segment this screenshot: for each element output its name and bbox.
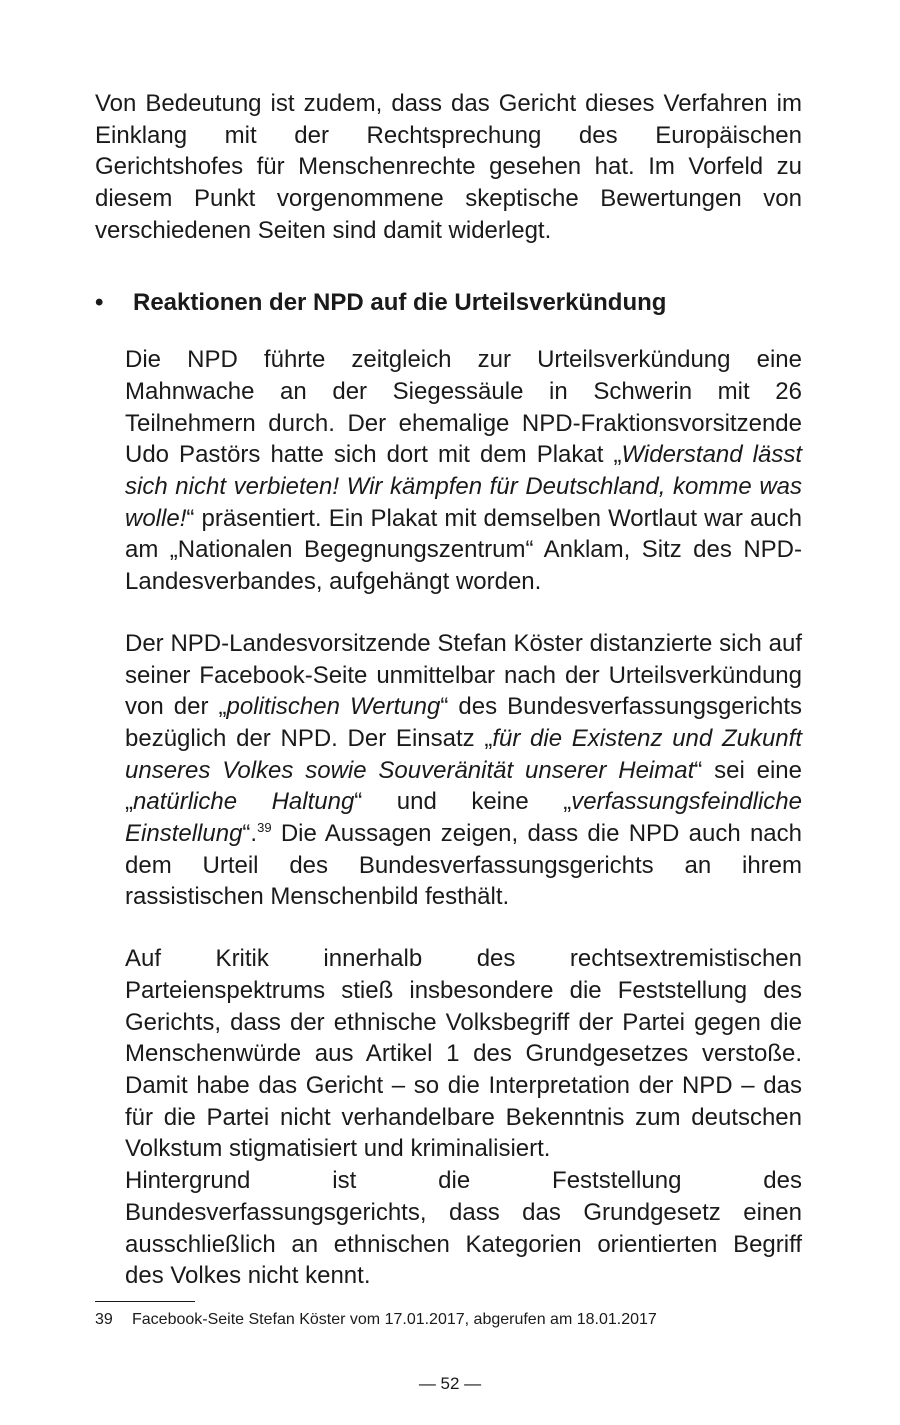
para1-text-1: Die NPD führte zeitgleich zur Urteilsverkündung eine Mahnwache an der Siegessäule in Schwerin mit 26 Teilnehmern durch. Der ehemalige NPD-Fraktionsvorsitzende Udo Pastörs hatte sich dort mit dem Plakat „ <box>125 346 802 469</box>
footnote-text: Facebook-Seite Stefan Köster vom 17.01.2017, abgerufen am 18.01.2017 <box>132 1311 657 1328</box>
intro-paragraph: Von Bedeutung ist zudem, dass das Gericht dieses Verfahren im Einklang mit der Rechtsprechung des Europäischen Gerichtshofes für Menschenrechte gesehen hat. Im Vorfeld zu diesem Punkt vorgenommene skeptische Bewertungen von verschiedenen Seiten sind damit widerlegt. <box>95 90 802 244</box>
para2-text-6: Die Aussagen zeigen, dass die NPD auch nach dem Urteil des Bundesverfassungsgerichts an ihrem rassistischen Menschenbild festhält. <box>125 820 802 911</box>
quote-existenz: für die Existenz und Zukunft unseres Volkes sowie Souveränität unserer Heimat <box>125 724 802 784</box>
footnote <box>95 1309 657 1331</box>
section-heading <box>95 287 802 319</box>
poster-quote: Widerstand lässt sich nicht verbieten! Wir kämpfen für Deutschland, komme was wolle! <box>125 441 803 532</box>
bullet-icon: • <box>95 288 104 316</box>
footnote-divider <box>95 1301 195 1302</box>
para2-text-5: “. <box>242 820 258 848</box>
para2-text-4: “ und keine „ <box>354 788 572 816</box>
paragraph-kritik: Auf Kritik innerhalb des rechtsextremistischen Parteienspektrums stieß insbesondere die Feststellung des Gerichts, dass der ethnische Volksbegriff der Partei gegen die Menschenwürde aus Artikel 1 des Grundgesetzes verstoße. Damit habe das Gericht – so die Interpretation der NPD – das für die Partei nicht verhandelbare Bekenntnis zum deutschen Volkstum stigmatisiert und kriminalisiert. <box>125 945 802 1163</box>
para2-text-2: “ des Bundesverfassungsgerichts bezüglich der NPD. Der Einsatz „ <box>125 693 802 752</box>
page-body <box>95 88 802 1292</box>
quote-natuerliche-haltung: natürliche Haltung <box>133 788 355 816</box>
quote-politische-wertung: politischen Wertung <box>226 693 441 721</box>
para2-text-3: “ sei eine „ <box>125 756 803 816</box>
quote-einstellung: verfassungsfeindliche Einstellung <box>125 788 803 848</box>
section-heading-text: Reaktionen der NPD auf die Urteilsverkündung <box>133 288 667 316</box>
para1-text-2: “ präsentiert. Ein Plakat mit demselben Wortlaut war auch am „Nationalen Begegnungszentrum“ Anklam, Sitz des NPD-Landesverbandes, aufgehängt worden. <box>125 504 802 596</box>
paragraph-hintergrund: Hintergrund ist die Feststellung des Bundesverfassungsgerichts, dass das Grundgesetz einen ausschließlich an ethnischen Kategorien orientierten Begriff des Volkes nicht kennt. <box>125 1167 802 1290</box>
paragraph-koester <box>95 628 802 913</box>
footnote-reference[interactable]: 39 <box>257 820 272 836</box>
para2-text-1: Der NPD-Landesvorsitzende Stefan Köster distanzierte sich auf seiner Facebook-Seite unmittelbar nach der Urteilsverkündung von der „ <box>125 629 802 721</box>
paragraph-mahnwache <box>95 344 802 598</box>
page-number: — 52 — <box>418 1374 482 1393</box>
footnote-number: 39 <box>95 1311 113 1328</box>
